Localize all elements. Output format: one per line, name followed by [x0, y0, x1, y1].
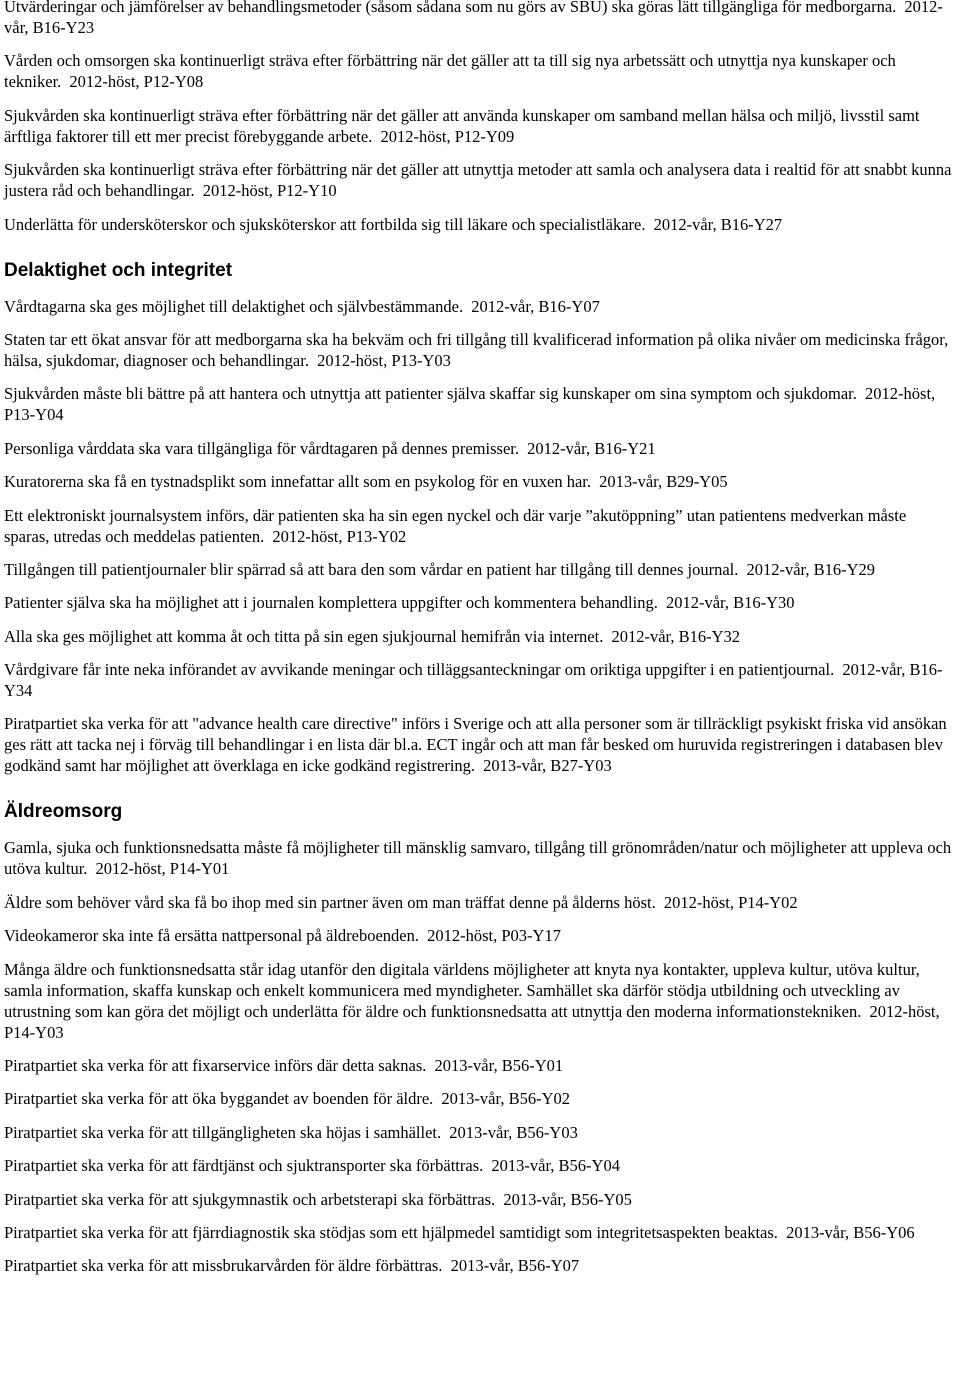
paragraph-text: Patienter själva ska ha möjlighet att i journalen komplettera uppgifter och kommentera behandling.	[4, 593, 658, 613]
decision-reference: 2013-vår, B56-Y01	[434, 1056, 564, 1076]
decision-reference: 2012-vår, B16-Y34	[4, 660, 943, 701]
policy-paragraph	[4, 1155, 954, 1176]
policy-paragraph	[4, 1255, 954, 1276]
policy-paragraph	[4, 1189, 954, 1210]
decision-reference: 2012-höst, P14-Y03	[4, 1001, 940, 1042]
policy-paragraph	[4, 50, 954, 92]
decision-reference: 2013-vår, B29-Y05	[599, 472, 728, 492]
section-heading: Delaktighet och integritet	[4, 259, 233, 281]
section-heading: Äldreomsorg	[4, 801, 123, 823]
paragraph-text: Piratpartiet ska verka för att missbrukarvården för äldre förbättras.	[4, 1256, 443, 1276]
decision-reference: 2013-vår, B56-Y03	[449, 1122, 578, 1142]
policy-paragraph	[4, 892, 954, 913]
paragraph-text: Många äldre och funktionsnedsatta står idag utanför den digitala världens möjligheter att knyta nya kontakter, uppleva kultur, utöva kultur, samla information, skaffa kunskap och enkelt kommunicera med myndigheter. Samhället ska därför stödja utbildning och utveckling av utrustning som kan göra det möjligt och underlätta för äldre och funktionsnedsatta att utnyttja den moderna informationstekniken.	[4, 959, 920, 1021]
paragraph-text: Videokameror ska inte få ersätta nattpersonal på äldreboenden.	[4, 926, 419, 946]
decision-reference: 2012-höst, P12-Y09	[380, 126, 515, 146]
policy-paragraph	[4, 159, 954, 201]
paragraph-text: Piratpartiet ska verka för att öka byggandet av boenden för äldre.	[4, 1089, 434, 1109]
decision-reference: 2012-vår, B16-Y32	[611, 626, 741, 646]
policy-paragraph	[4, 471, 954, 492]
decision-reference: 2013-vår, B56-Y05	[503, 1189, 632, 1209]
policy-paragraph	[4, 214, 954, 235]
paragraph-text: Piratpartiet ska verka för att fjärrdiagnostik ska stödjas som ett hjälpmedel samtidigt som integritetsaspekten beaktas.	[4, 1222, 778, 1242]
paragraph-text: Alla ska ges möjlighet att komma åt och titta på sin egen sjukjournal hemifrån via internet.	[4, 626, 604, 646]
paragraph-text: Ett elektroniskt journalsystem införs, där patienten ska ha sin egen nyckel och där varje ”akutöppning” utan patientens medverkan måste sparas, utredas och meddelas patienten.	[4, 505, 907, 546]
paragraph-text: Piratpartiet ska verka för att sjukgymnastik och arbetsterapi ska förbättras.	[4, 1189, 496, 1209]
paragraph-text: Underlätta för undersköterskor och sjuksköterskor att fortbilda sig till läkare och specialistläkare.	[4, 214, 646, 234]
paragraph-text: Äldre som behöver vård ska få bo ihop med sin partner även om man träffat denne på ålderns höst.	[4, 892, 656, 912]
decision-reference: 2012-höst, P13-Y04	[4, 384, 936, 425]
paragraph-text: Piratpartiet ska verka för att färdtjänst och sjuktransporter ska förbättras.	[4, 1156, 484, 1176]
policy-paragraph	[4, 1222, 954, 1243]
decision-reference: 2013-vår, B56-Y07	[450, 1256, 580, 1276]
paragraph-text: Piratpartiet ska verka för att tillgängligheten ska höjas i samhället.	[4, 1122, 442, 1142]
policy-paragraph	[4, 925, 954, 946]
policy-paragraph	[4, 1088, 954, 1109]
decision-reference: 2012-höst, P13-Y02	[272, 526, 407, 546]
paragraph-text: Vården och omsorgen ska kontinuerligt sträva efter förbättring när det gäller att ta till sig nya arbetssätt och utnyttja nya kunskaper och tekniker.	[4, 51, 896, 92]
policy-paragraph	[4, 505, 954, 547]
policy-paragraph	[4, 959, 954, 1043]
decision-reference: 2012-höst, P12-Y08	[69, 72, 204, 92]
decision-reference: 2013-vår, B56-Y02	[441, 1089, 570, 1109]
policy-paragraph	[4, 1055, 954, 1076]
decision-reference: 2012-vår, B16-Y30	[665, 593, 795, 613]
decision-reference: 2013-vår, B56-Y04	[491, 1156, 620, 1176]
document-body	[4, 0, 954, 1289]
decision-reference: 2012-höst, P03-Y17	[427, 926, 561, 946]
decision-reference: 2012-höst, P12-Y10	[202, 181, 337, 201]
policy-paragraph	[4, 105, 954, 147]
paragraph-text: Piratpartiet ska verka för att fixarservice införs där detta saknas.	[4, 1056, 427, 1076]
policy-paragraph	[4, 837, 954, 879]
paragraph-text: Tillgången till patientjournaler blir spärrad så att bara den som vårdar en patient har tillgång till dennes journal.	[4, 559, 739, 579]
paragraph-text: Kuratorerna ska få en tystnadsplikt som innefattar allt som en psykolog för en vuxen har.	[4, 472, 591, 492]
policy-paragraph	[4, 0, 954, 38]
decision-reference: 2012-höst, P14-Y02	[663, 892, 798, 912]
policy-paragraph	[4, 1122, 954, 1143]
paragraph-text: Sjukvården ska kontinuerligt sträva efter förbättring när det gäller att utnyttja metoder att samla och analysera data i realtid för att snabbt kunna justera råd och behandlingar.	[4, 160, 952, 201]
policy-paragraph	[4, 626, 954, 647]
decision-reference: 2012-vår, B16-Y27	[653, 214, 783, 234]
paragraph-text: Sjukvården ska kontinuerligt sträva efter förbättring när det gäller att använda kunskaper om samband mellan hälsa och miljö, livsstil samt ärftliga faktorer till ett mer precist förebyggande arbete.	[4, 105, 920, 146]
policy-paragraph	[4, 559, 954, 580]
policy-paragraph	[4, 383, 954, 425]
paragraph-text: Personliga vårddata ska vara tillgängliga för vårdtagaren på dennes premisser.	[4, 438, 519, 458]
paragraph-text: Staten tar ett ökat ansvar för att medborgarna ska ha bekväm och fri tillgång till kvalificerad information på olika nivåer om medicinska frågor, hälsa, sjukdomar, diagnoser och behandlingar.	[4, 329, 949, 370]
policy-paragraph	[4, 329, 954, 371]
paragraph-text: Vårdtagarna ska ges möjlighet till delaktighet och självbestämmande.	[4, 296, 464, 316]
decision-reference: 2012-vår, B16-Y23	[4, 0, 943, 37]
paragraph-text: Sjukvården måste bli bättre på att hantera och utnyttja att patienter själva skaffar sig kunskaper om sina symptom och sjukdomar.	[4, 384, 857, 404]
decision-reference: 2013-vår, B56-Y06	[786, 1222, 915, 1242]
decision-reference: 2012-höst, P13-Y03	[317, 350, 451, 370]
decision-reference: 2012-vår, B16-Y29	[746, 559, 876, 579]
decision-reference: 2013-vår, B27-Y03	[483, 756, 612, 776]
policy-paragraph	[4, 592, 954, 613]
paragraph-text: Vårdgivare får inte neka införandet av avvikande meningar och tilläggsanteckningar om oriktiga uppgifter i en patientjournal.	[4, 660, 835, 680]
policy-paragraph	[4, 296, 954, 317]
decision-reference: 2012-höst, P14-Y01	[95, 859, 230, 879]
paragraph-text: Piratpartiet ska verka för att "advance health care directive" införs i Sverige och att alla personer som är tillräckligt psykiskt friska vid ansökan ges rätt att tacka nej i förväg till behandlingar i en lista där bl.a. ECT ingår och att man får besked om huruvida registreringen i databasen blev godkänd samt har möjlighet att överklaga en icke godkänd registrering.	[4, 714, 947, 776]
paragraph-text: Utvärderingar och jämförelser av behandlingsmetoder (såsom sådana som nu görs av SBU) ska göras lätt tillgängliga för medborgarna.	[4, 0, 897, 16]
paragraph-text: Gamla, sjuka och funktionsnedsatta måste få möjligheter till mänsklig samvaro, tillgång till grönområden/natur och möjligheter att uppleva och utöva kultur.	[4, 838, 952, 879]
decision-reference: 2012-vår, B16-Y21	[527, 438, 656, 458]
policy-paragraph	[4, 659, 954, 701]
decision-reference: 2012-vår, B16-Y07	[471, 296, 600, 316]
policy-paragraph	[4, 713, 954, 776]
policy-paragraph	[4, 438, 954, 459]
